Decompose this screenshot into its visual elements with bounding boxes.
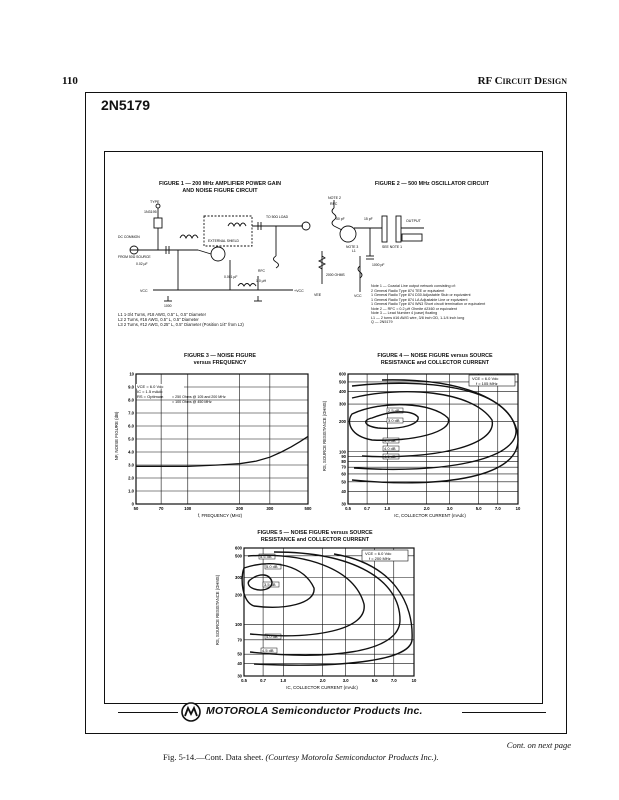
figure1-title: FIGURE 1 — 200 MHz AMPLIFIER POWER GAIN AND NOISE FIGURE CIRCUIT bbox=[159, 181, 281, 194]
fig3-legend-rs-2: = 100 Ohms @ 450 MHz bbox=[172, 400, 212, 404]
fig4-xtick-label: 3.0 bbox=[446, 506, 453, 511]
footer-rule-left bbox=[118, 712, 178, 713]
fig1-label-shield: EXTERNAL SHIELD bbox=[208, 239, 239, 243]
fig3-ytick-label: 7.0 bbox=[128, 410, 134, 416]
fig2-label-note3: NOTE 3 bbox=[346, 245, 359, 249]
fig3-ytick-label: 4.0 bbox=[128, 449, 134, 455]
fig4-xtick-label: 5.0 bbox=[475, 506, 482, 511]
fig1-label-load: TO 50Ω LOAD bbox=[266, 215, 289, 219]
fig4-xtick-label: 2.0 bbox=[423, 506, 430, 511]
fig5-legend-vce: VCE = 6.0 Vdc bbox=[365, 551, 392, 556]
fig3-legend-rs: RS = Optimum bbox=[137, 394, 164, 399]
motorola-logo-text: MOTOROLA Semiconductor Products Inc. bbox=[206, 705, 423, 717]
fig4-ytick-label: 40 bbox=[341, 489, 346, 495]
fig2-label-l1: L1 bbox=[352, 249, 356, 253]
fig5-xtick-label: 2.0 bbox=[319, 678, 326, 683]
fig3-series-nf bbox=[136, 436, 308, 466]
fig5-ytick-label: 200 bbox=[235, 592, 242, 598]
motorola-logo-icon bbox=[181, 702, 201, 722]
fig3-ytick-label: 9.0 bbox=[128, 384, 134, 390]
fig4-contour-label: 3.0 dB bbox=[388, 418, 400, 423]
figure5-chart bbox=[214, 544, 424, 690]
fig3-ytick-label: 2.0 bbox=[128, 475, 134, 481]
fig5-ylabel: RS, SOURCE RESISTANCE (OHMS) bbox=[215, 574, 220, 646]
figure1-circuit bbox=[118, 198, 323, 308]
fig5-xtick-label: 10 bbox=[411, 678, 417, 683]
fig3-ylabel: NF, NOISE FIGURE (dB) bbox=[114, 411, 119, 461]
fig3-xtick-label: 70 bbox=[158, 506, 164, 511]
figure4-chart bbox=[322, 370, 526, 518]
fig4-ylabel: RS, SOURCE RESISTANCE (OHMS) bbox=[322, 400, 327, 472]
fig5-ytick-label: 300 bbox=[235, 575, 242, 581]
fig1-label-1n3195: 1N3195 bbox=[144, 210, 157, 214]
fig4-contour-label: 4.5 dB bbox=[384, 454, 396, 459]
continued-note: Cont. on next page bbox=[506, 740, 571, 750]
fig4-xtick-label: 7.0 bbox=[494, 506, 501, 511]
figure3-title: FIGURE 3 — NOISE FIGURE versus FREQUENCY bbox=[184, 353, 256, 366]
fig4-xtick-label: 0.7 bbox=[364, 506, 371, 511]
fig4-xtick-label: 10 bbox=[515, 506, 521, 511]
fig1-label-rfc: RFC bbox=[258, 269, 265, 273]
fig4-ytick-label: 90 bbox=[341, 453, 346, 459]
fig5-legend-f: f = 200 MHz bbox=[369, 556, 391, 561]
fig1-label-type: TYPE bbox=[150, 200, 160, 204]
fig4-contour-label: 3.5 dB bbox=[384, 438, 396, 443]
fig5-contour-label: 5.0 dB bbox=[266, 564, 278, 569]
fig1-label-cap-bypass: 0.001 µF bbox=[224, 275, 238, 279]
fig5-ytick-label: 40 bbox=[237, 661, 242, 667]
fig5-ytick-label: 70 bbox=[237, 637, 242, 643]
fig2-label-1000pf: 1000 pF bbox=[372, 263, 385, 267]
fig5-ytick-label: 600 bbox=[235, 545, 242, 551]
footer-rule-right bbox=[462, 712, 546, 713]
fig3-ytick-label: 0 bbox=[131, 501, 134, 507]
fig4-ytick-label: 30 bbox=[341, 501, 346, 507]
fig3-ytick-label: 1.0 bbox=[128, 488, 134, 494]
fig4-ytick-label: 50 bbox=[341, 479, 346, 485]
figure3-chart bbox=[114, 370, 318, 518]
fig3-xtick-label: 300 bbox=[266, 506, 274, 511]
fig3-ytick-label: 5.0 bbox=[128, 436, 134, 442]
fig5-contour-label: 3.5 dB bbox=[264, 582, 276, 587]
fig2-label-15pf: 15 pF bbox=[364, 217, 373, 221]
fig2-label-vee: VEE bbox=[314, 293, 322, 297]
fig5-xtick-label: 7.0 bbox=[390, 678, 397, 683]
fig5-xtick-label: 0.7 bbox=[260, 678, 267, 683]
fig1-label-vcc-left: VCC bbox=[140, 289, 148, 293]
fig5-xtick-label: 1.0 bbox=[280, 678, 287, 683]
fig4-ytick-label: 60 bbox=[341, 471, 346, 477]
fig2-label-2000-ohms: 2000 OHMS bbox=[326, 273, 345, 277]
fig5-contour-label: 5.5 dB bbox=[260, 554, 272, 559]
fig5-contour-label: 4.5 dB bbox=[262, 648, 274, 653]
fig1-label-inductance: 1.0 µH bbox=[256, 279, 267, 283]
fig5-xlabel: IC, COLLECTOR CURRENT (mAdc) bbox=[286, 685, 358, 690]
fig3-ytick-label: 10 bbox=[129, 371, 134, 377]
fig3-legend-ic: IC = 1.5 mAdc bbox=[137, 389, 163, 394]
fig5-xtick-label: 0.5 bbox=[241, 678, 247, 683]
fig1-label-cap-input: 0.02 µF bbox=[136, 262, 148, 266]
fig4-ytick-label: 400 bbox=[339, 389, 346, 395]
fig3-xtick-label: 200 bbox=[236, 506, 244, 511]
figure5-title: FIGURE 5 — NOISE FIGURE versus SOURCE RESISTANCE and COLLECTOR CURRENT bbox=[257, 530, 373, 543]
fig4-legend-f: f = 105 MHz bbox=[476, 381, 498, 386]
fig3-xtick-label: 50 bbox=[133, 506, 139, 511]
fig5-xtick-label: 5.0 bbox=[371, 678, 378, 683]
fig5-contour-label: 4.0 dB bbox=[266, 634, 278, 639]
fig4-xtick-label: 0.5 bbox=[345, 506, 351, 511]
fig2-label-see-note1: SEE NOTE 1 bbox=[382, 245, 402, 249]
fig3-xtick-label: 500 bbox=[304, 506, 312, 511]
fig2-label-note2: NOTE 2 bbox=[328, 196, 341, 200]
fig5-ytick-label: 50 bbox=[237, 651, 242, 657]
figure4-title: FIGURE 4 — NOISE FIGURE versus SOURCE RESISTANCE and COLLECTOR CURRENT bbox=[377, 353, 493, 366]
part-number: 2N5179 bbox=[101, 97, 151, 113]
fig4-ytick-label: 500 bbox=[339, 379, 346, 385]
fig3-ytick-label: 6.0 bbox=[128, 423, 134, 429]
fig5-ytick-label: 500 bbox=[235, 553, 242, 559]
fig4-ytick-label: 100 bbox=[339, 449, 346, 455]
fig1-label-vcc-right: +VCC bbox=[294, 289, 304, 293]
fig1-label-1000: 1000 bbox=[164, 304, 172, 308]
caption-credit: (Courtesy Motorola Semiconductor Products Inc.). bbox=[265, 752, 439, 762]
fig4-ytick-label: 300 bbox=[339, 401, 346, 407]
fig5-xtick-label: 3.0 bbox=[342, 678, 349, 683]
fig4-xtick-label: 1.0 bbox=[384, 506, 391, 511]
fig5-ytick-label: 100 bbox=[235, 622, 242, 628]
fig2-label-50pf: 50 pF bbox=[336, 217, 345, 221]
fig3-legend-vce: VCE = 6.0 Vdc bbox=[137, 384, 164, 389]
figure-caption bbox=[163, 752, 439, 762]
fig1-label-dc-common: DC COMMON bbox=[118, 235, 140, 239]
page-number: 110 bbox=[62, 75, 78, 87]
fig4-ytick-label: 600 bbox=[339, 371, 346, 377]
caption-lead: Fig. 5-14.—Cont. Data sheet. bbox=[163, 752, 266, 762]
fig4-xlabel: IC, COLLECTOR CURRENT (mAdc) bbox=[394, 513, 466, 518]
fig3-ytick-label: 3.0 bbox=[128, 462, 134, 468]
fig4-ytick-label: 80 bbox=[341, 458, 346, 464]
fig3-xlabel: f, FREQUENCY (MHz) bbox=[197, 513, 243, 518]
fig4-legend-vce: VCE = 6.0 Vdc bbox=[472, 376, 499, 381]
fig4-contour-label: 4.0 dB bbox=[384, 446, 396, 451]
fig3-ytick-label: 8.0 bbox=[128, 397, 134, 403]
figure2-notes: Note 1 — Coaxial Line output network consisting of: 2 General Radio Type 874 TEE or equivalent 1 General Radio Type 874 D30 Adjustable Stub or equivalent 1 General Radio Type 874 LA Adjustable Line or equivalent 1 General Radio Type 874 WN3 Short circuit termination or equivalent Note 2 — RFC = 0.2 µH Ohmite #Z460 or equivalent Note 3 — Lead Number 4 (case) floating L1 — 2 turns #16 AWG wire, 3/8 inch OD, 1-1/4 inch long Q — 2N5179 bbox=[371, 284, 486, 324]
fig4-ytick-label: 200 bbox=[339, 419, 346, 425]
fig3-legend-rs-1: = 250 Ohms @ 105 and 200 MHz bbox=[172, 395, 226, 399]
fig2-label-output: OUTPUT bbox=[406, 219, 421, 223]
fig3-xtick-label: 100 bbox=[184, 506, 192, 511]
fig5-ytick-label: 30 bbox=[237, 673, 242, 679]
fig2-label-rfc: RFC bbox=[330, 202, 338, 206]
running-head: RF Circuit Design bbox=[477, 75, 567, 87]
figure2-title: FIGURE 2 — 500 MHz OSCILLATOR CIRCUIT bbox=[374, 181, 490, 187]
fig1-label-source: FROM 50Ω SOURCE bbox=[118, 255, 151, 259]
fig2-label-vcc: VCC bbox=[354, 294, 362, 298]
fig4-ytick-label: 70 bbox=[341, 464, 346, 470]
fig4-contour-label: 2.5 dB bbox=[388, 408, 400, 413]
figure1-notes: L1 1-3/4 Turns, #18 AWG, 0.5" L, 0.5" Diameter L2 2 Turns, #16 AWG, 0.5" L, 0.5" Diameter L3 2 Turns, #12 AWG, 0.25" L, 0.5" Diameter (Position 1/4" from L2) bbox=[118, 312, 244, 327]
